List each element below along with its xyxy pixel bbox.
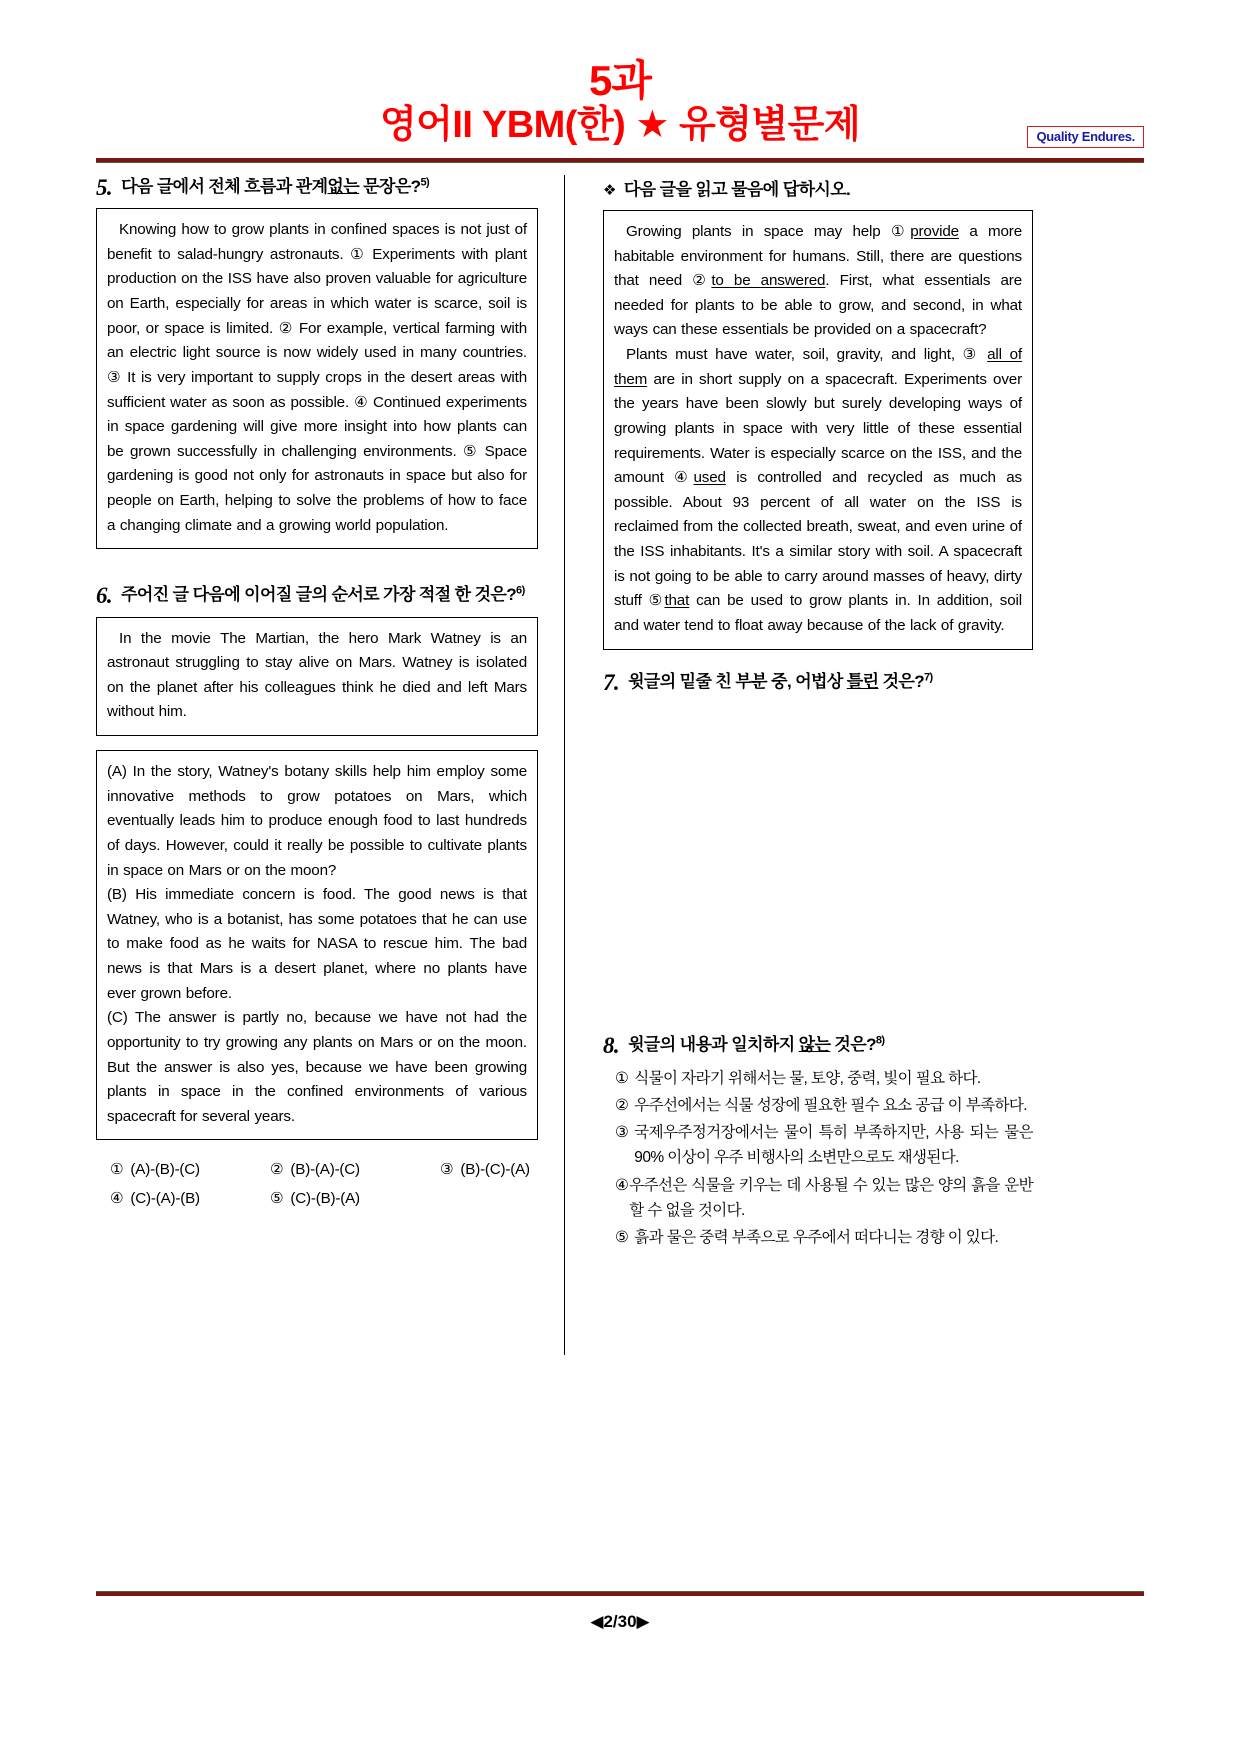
question-5-prompt-post: 문장은? [359, 176, 421, 196]
passage-seg: can be used to grow plants in. In addition, soil and water tend to float away because of the lack of gravity. [614, 592, 1022, 634]
question-6-intro-passage [96, 617, 538, 737]
underlined-item-3: all of them [614, 346, 1022, 388]
underlined-item-1: provide [910, 222, 959, 240]
choice-marker: ③ [440, 1161, 454, 1179]
question-6-prompt-text: 주어진 글 다음에 이어질 글의 순서로 가장 적절 한 것은? [121, 585, 517, 605]
passage-seg: are in short supply on a spacecraft. Experiments over the years have been slowly but surely developing ways of growing plants in space with very little of these essential requirements. Water is especially scarce on the ISS, and the amount ④ [614, 370, 1022, 487]
question-6-prompt [121, 583, 538, 608]
footer-divider-rule [96, 1591, 1144, 1596]
right-column [573, 175, 1033, 1355]
choice-option-2[interactable] [270, 1156, 440, 1184]
question-8-prompt-post: 것은? [830, 1034, 876, 1054]
question-5-prompt-underline: 없는 [327, 176, 360, 196]
choice-option-3[interactable] [440, 1156, 538, 1184]
passage-text: In the movie The Martian, the hero Mark Watney is an astronaut struggling to stay alive on Mars. Watney is isolated on the planet after his colleagues think he died and left Mars without him. [107, 629, 527, 721]
question-8-prompt-pre: 윗글의 내용과 일치하지 [628, 1034, 799, 1054]
question-7-prompt-underline: 틀린 [846, 671, 879, 691]
choice-grid-row-1 [110, 1156, 538, 1184]
question-8-heading [603, 1033, 1033, 1058]
question-8-number: 8. [603, 1032, 620, 1058]
question-6-choices [96, 1156, 538, 1212]
passage-paragraph-1 [614, 220, 1022, 343]
question-5-number: 5. [96, 174, 113, 200]
choice-label: (C)-(A)-(B) [130, 1189, 200, 1207]
option-marker: ④ [615, 1176, 629, 1194]
passage-seg: . First, what essentials are needed for plants to be able to grow, and second, in what ways can these essentials be provided on a spacecraft? [614, 272, 1022, 339]
passage-seg: is controlled and recycled as much as possible. About 93 percent of all water on the ISS is reclaimed from the collected breath, sweat, and even urine of the ISS inhabitants. It's a similar story with soil. A spacecraft is not going to be able to carry around masses of heavy, dirty stuff ⑤ [614, 469, 1022, 610]
question-7-number: 7. [603, 669, 620, 695]
choice-marker: ④ [110, 1189, 124, 1207]
page-footer [96, 1591, 1144, 1632]
paragraph-b: (B) His immediate concern is food. The good news is that Watney, who is a botanist, has some potatoes that he can use to make food as he waits for NASA to rescue him. The bad news is that Mars is a desert planet, where no plants have ever grown before. [107, 886, 527, 1002]
option-text: 우주선에서는 식물 성장에 필요한 필수 요소 공급 이 부족하다. [634, 1097, 1027, 1115]
column-divider [564, 175, 565, 1355]
quality-badge: Quality Endures. [1027, 126, 1144, 148]
choice-option-1[interactable] [110, 1156, 270, 1184]
question-5-passage [96, 208, 538, 549]
passage-text: Knowing how to grow plants in confined spaces is not just of benefit to salad-hungry astronauts. ① Experiments with plant production on the ISS have also proven valuable for agriculture on Earth, especially for areas in which water is scarce, soil is poor, or space is limited. ② For example, vertical farming with an electric light source is now widely used in many countries. ③ It is very important to supply crops in the desert areas with sufficient water as soon as possible. ④ Continued experiments in space gardening will give more insight into how plants can be grown successfully in challenging environments. ⑤ Space gardening is good not only for astronauts in space but also for people on Earth, helping to solve the problems of how to face a changing climate and a growing world population. [107, 221, 527, 534]
paragraph-c: (C) The answer is partly no, because we have not had the opportunity to try growing any plants on Mars or on the moon. But the answer is also yes, because we have been growing plants in space in the confined environments of various spacecraft for several years. [107, 1009, 527, 1125]
option-marker: ① [615, 1070, 629, 1088]
option-text: 우주선은 식물을 키우는 데 사용될 수 있는 많은 양의 흙을 운반할 수 없을 것이다. [629, 1176, 1033, 1219]
option-marker: ⑤ [615, 1228, 629, 1246]
question-8-options [603, 1066, 1033, 1250]
lesson-title: 5과 [589, 57, 651, 104]
choice-marker: ② [270, 1161, 284, 1179]
option-item-5[interactable] [615, 1225, 1033, 1250]
diamond-icon: ❖ [603, 181, 616, 199]
question-7-answer-space [603, 703, 1033, 1033]
question-5-prompt-pre: 다음 글에서 전체 흐름과 관계 [121, 176, 328, 196]
question-7-prompt [628, 670, 1033, 695]
passage-seg: Plants must have water, soil, gravity, and light, ③ [626, 346, 988, 364]
question-7-heading [603, 670, 1033, 695]
option-text: 식물이 자라기 위해서는 물, 토양, 중력, 빛이 필요 하다. [634, 1070, 981, 1088]
option-item-4[interactable] [615, 1173, 1033, 1223]
left-column [96, 175, 556, 1355]
question-8-prompt-underline: 않는 [798, 1034, 831, 1054]
option-item-2[interactable] [615, 1093, 1033, 1118]
question-6-footnote: 6) [516, 584, 525, 597]
header-divider-rule [96, 158, 1144, 163]
option-text: 흙과 물은 중력 부족으로 우주에서 떠다니는 경향 이 있다. [634, 1228, 999, 1246]
underlined-item-4: used [693, 469, 726, 487]
option-item-1[interactable] [615, 1066, 1033, 1091]
choice-grid-empty [440, 1185, 538, 1213]
question-5-footnote: 5) [420, 176, 430, 189]
option-marker: ③ [615, 1124, 629, 1142]
underlined-item-5: that [664, 592, 690, 610]
page-number: ◀2/30▶ [590, 1612, 650, 1631]
passage-seg: Growing plants in space may help ① [626, 222, 911, 240]
passage-paragraph-2 [614, 343, 1022, 639]
question-6-heading [96, 583, 538, 608]
question-7-prompt-post: 것은? [878, 671, 925, 691]
question-7-prompt-pre: 윗글의 밑줄 친 부분 중, 어법상 [628, 671, 847, 691]
choice-option-4[interactable] [110, 1185, 270, 1213]
option-marker: ② [615, 1097, 629, 1115]
option-item-3[interactable] [615, 1120, 1033, 1170]
page-header [96, 57, 1144, 146]
question-5-prompt [121, 175, 538, 200]
choice-label: (C)-(B)-(A) [290, 1189, 360, 1207]
question-8-footnote: 8) [875, 1034, 885, 1047]
choice-marker: ⑤ [270, 1189, 284, 1207]
choice-label: (A)-(B)-(C) [130, 1161, 200, 1179]
question-5-heading [96, 175, 538, 200]
question-7-footnote: 7) [924, 670, 933, 683]
choice-label: (B)-(C)-(A) [460, 1161, 530, 1179]
question-6-number: 6. [96, 583, 113, 609]
choice-label: (B)-(A)-(C) [290, 1161, 360, 1179]
choice-option-5[interactable] [270, 1185, 440, 1213]
question-6-scrambled-passages [96, 750, 538, 1140]
shared-reading-passage [603, 210, 1033, 650]
directive-text: 다음 글을 읽고 물음에 답하시오. [623, 179, 851, 199]
underlined-item-2: to be answered [711, 272, 826, 290]
choice-grid-row-2 [110, 1185, 538, 1213]
paragraph-a: (A) In the story, Watney's botany skills help him employ some innovative methods to grow potatoes on Mars, which eventually leads him to produce enough food to last hundreds of days. However, could it really be possible to cultivate plants in space on Mars or on the moon? [107, 763, 527, 879]
question-8-prompt [628, 1033, 1033, 1058]
passage-seg: a more habitable environment for humans. Still, there are questions that need ② [614, 222, 1022, 290]
reading-directive [603, 175, 1033, 200]
content-columns [96, 175, 1144, 1355]
option-text: 국제우주정거장에서는 물이 특히 부족하지만, 사용 되는 물은 90% 이상이 우주 비행사의 소변만으로도 재생된다. [634, 1124, 1033, 1167]
worksheet-title: 영어II YBM(한) ★ 유형별문제 [379, 104, 861, 146]
choice-marker: ① [110, 1161, 124, 1179]
